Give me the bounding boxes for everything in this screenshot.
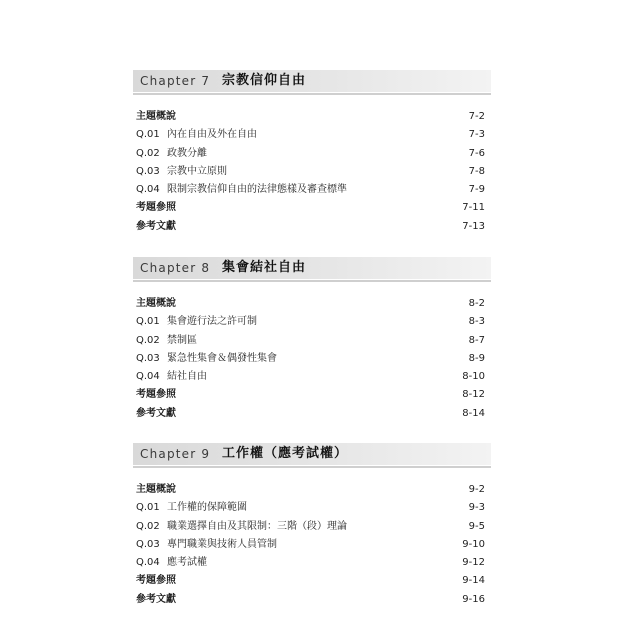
chapter-title: 集會結社自由 [222,260,307,275]
chapter-label: Chapter 8 [140,261,211,275]
question-number: Q.01 [136,316,160,328]
chapter-title: 宗教信仰自由 [222,73,307,88]
entry-title: 集會遊行法之許可制 [167,316,257,328]
chapter-7-header [133,70,491,96]
page-number: 8-12 [462,389,485,401]
page-number: 9-3 [468,502,485,514]
page-number: 9-10 [462,538,485,550]
page-number: 7-8 [468,165,485,177]
toc-entry[interactable] [133,481,491,499]
toc-entry[interactable] [133,554,491,572]
entry-title: 考題參照 [136,202,176,214]
page-number: 7-11 [462,202,485,214]
entry-title: 緊急性集會＆偶發性集會 [167,352,277,364]
entry-title: 限制宗教信仰自由的法律態樣及審查標準 [167,184,347,196]
toc-entry[interactable] [133,536,491,554]
page-number: 8-7 [468,334,485,346]
chapter-header-rule [133,466,491,468]
entry-title: 職業選擇自由及其限制：三階（段）理論 [167,520,347,532]
entry-title: 參考文獻 [136,407,176,419]
entry-title: 主題概說 [136,298,176,309]
toc-entry[interactable] [133,350,491,368]
toc-entry[interactable] [133,591,491,609]
page-number: 7-3 [468,129,485,141]
toc-entry[interactable] [133,386,491,404]
toc-entry[interactable] [133,199,491,217]
chapter-7-section [133,70,491,232]
chapter-header-rule [133,93,491,95]
entry-title: 禁制區 [167,334,197,346]
question-number: Q.02 [136,520,160,532]
chapter-label: Chapter 9 [140,447,211,461]
question-number: Q.01 [136,502,160,514]
question-number: Q.04 [136,184,160,196]
page-number: 7-13 [462,220,485,232]
page-number: 8-14 [462,407,485,419]
entry-title: 參考文獻 [136,220,176,232]
toc-entry[interactable] [133,499,491,517]
question-number: Q.03 [136,538,160,550]
toc-entry[interactable] [133,181,491,199]
chapter-7-entries [133,108,491,236]
question-number: Q.04 [136,371,160,383]
page-number: 7-2 [468,111,485,122]
page-number: 9-2 [468,484,485,495]
page-number: 9-12 [462,557,485,569]
entry-title: 參考文獻 [136,593,176,605]
toc-entry[interactable] [133,518,491,536]
toc-entry[interactable] [133,163,491,181]
entry-title: 應考試權 [167,557,207,569]
page-number: 8-3 [468,316,485,328]
question-number: Q.03 [136,165,160,177]
entry-title: 主題概說 [136,484,176,495]
entry-title: 政教分離 [167,147,207,159]
chapter-label: Chapter 7 [140,74,211,88]
page-number: 9-5 [468,520,485,532]
entry-title: 內在自由及外在自由 [167,129,257,141]
chapter-8-section [133,257,491,419]
page-number: 8-2 [468,298,485,309]
question-number: Q.03 [136,352,160,364]
question-number: Q.01 [136,129,160,141]
toc-entry[interactable] [133,313,491,331]
entry-title: 工作權的保障範圍 [167,502,247,514]
toc-entry[interactable] [133,405,491,423]
chapter-9-section [133,443,491,605]
toc-entry[interactable] [133,295,491,313]
chapter-8-header [133,257,491,283]
chapter-9-header [133,443,491,469]
entry-title: 宗教中立原則 [167,165,227,177]
toc-entry[interactable] [133,126,491,144]
entry-title: 專門職業與技術人員管制 [167,538,277,550]
toc-entry[interactable] [133,368,491,386]
toc-entry[interactable] [133,145,491,163]
question-number: Q.04 [136,557,160,569]
toc-entry[interactable] [133,218,491,236]
page-number: 8-9 [468,352,485,364]
question-number: Q.02 [136,147,160,159]
entry-title: 考題參照 [136,389,176,401]
entry-title: 考題參照 [136,575,176,587]
page-number: 7-6 [468,147,485,159]
chapter-header-rule [133,280,491,282]
chapter-9-entries [133,481,491,609]
page-number: 8-10 [462,371,485,383]
chapter-title: 工作權（應考試權） [222,446,349,461]
question-number: Q.02 [136,334,160,346]
toc-entry[interactable] [133,332,491,350]
entry-title: 主題概說 [136,111,176,122]
chapter-8-entries [133,295,491,423]
toc-entry[interactable] [133,108,491,126]
toc-entry[interactable] [133,572,491,590]
page-number: 9-16 [462,593,485,605]
entry-title: 結社自由 [167,371,207,383]
page-number: 9-14 [462,575,485,587]
page-number: 7-9 [468,184,485,196]
